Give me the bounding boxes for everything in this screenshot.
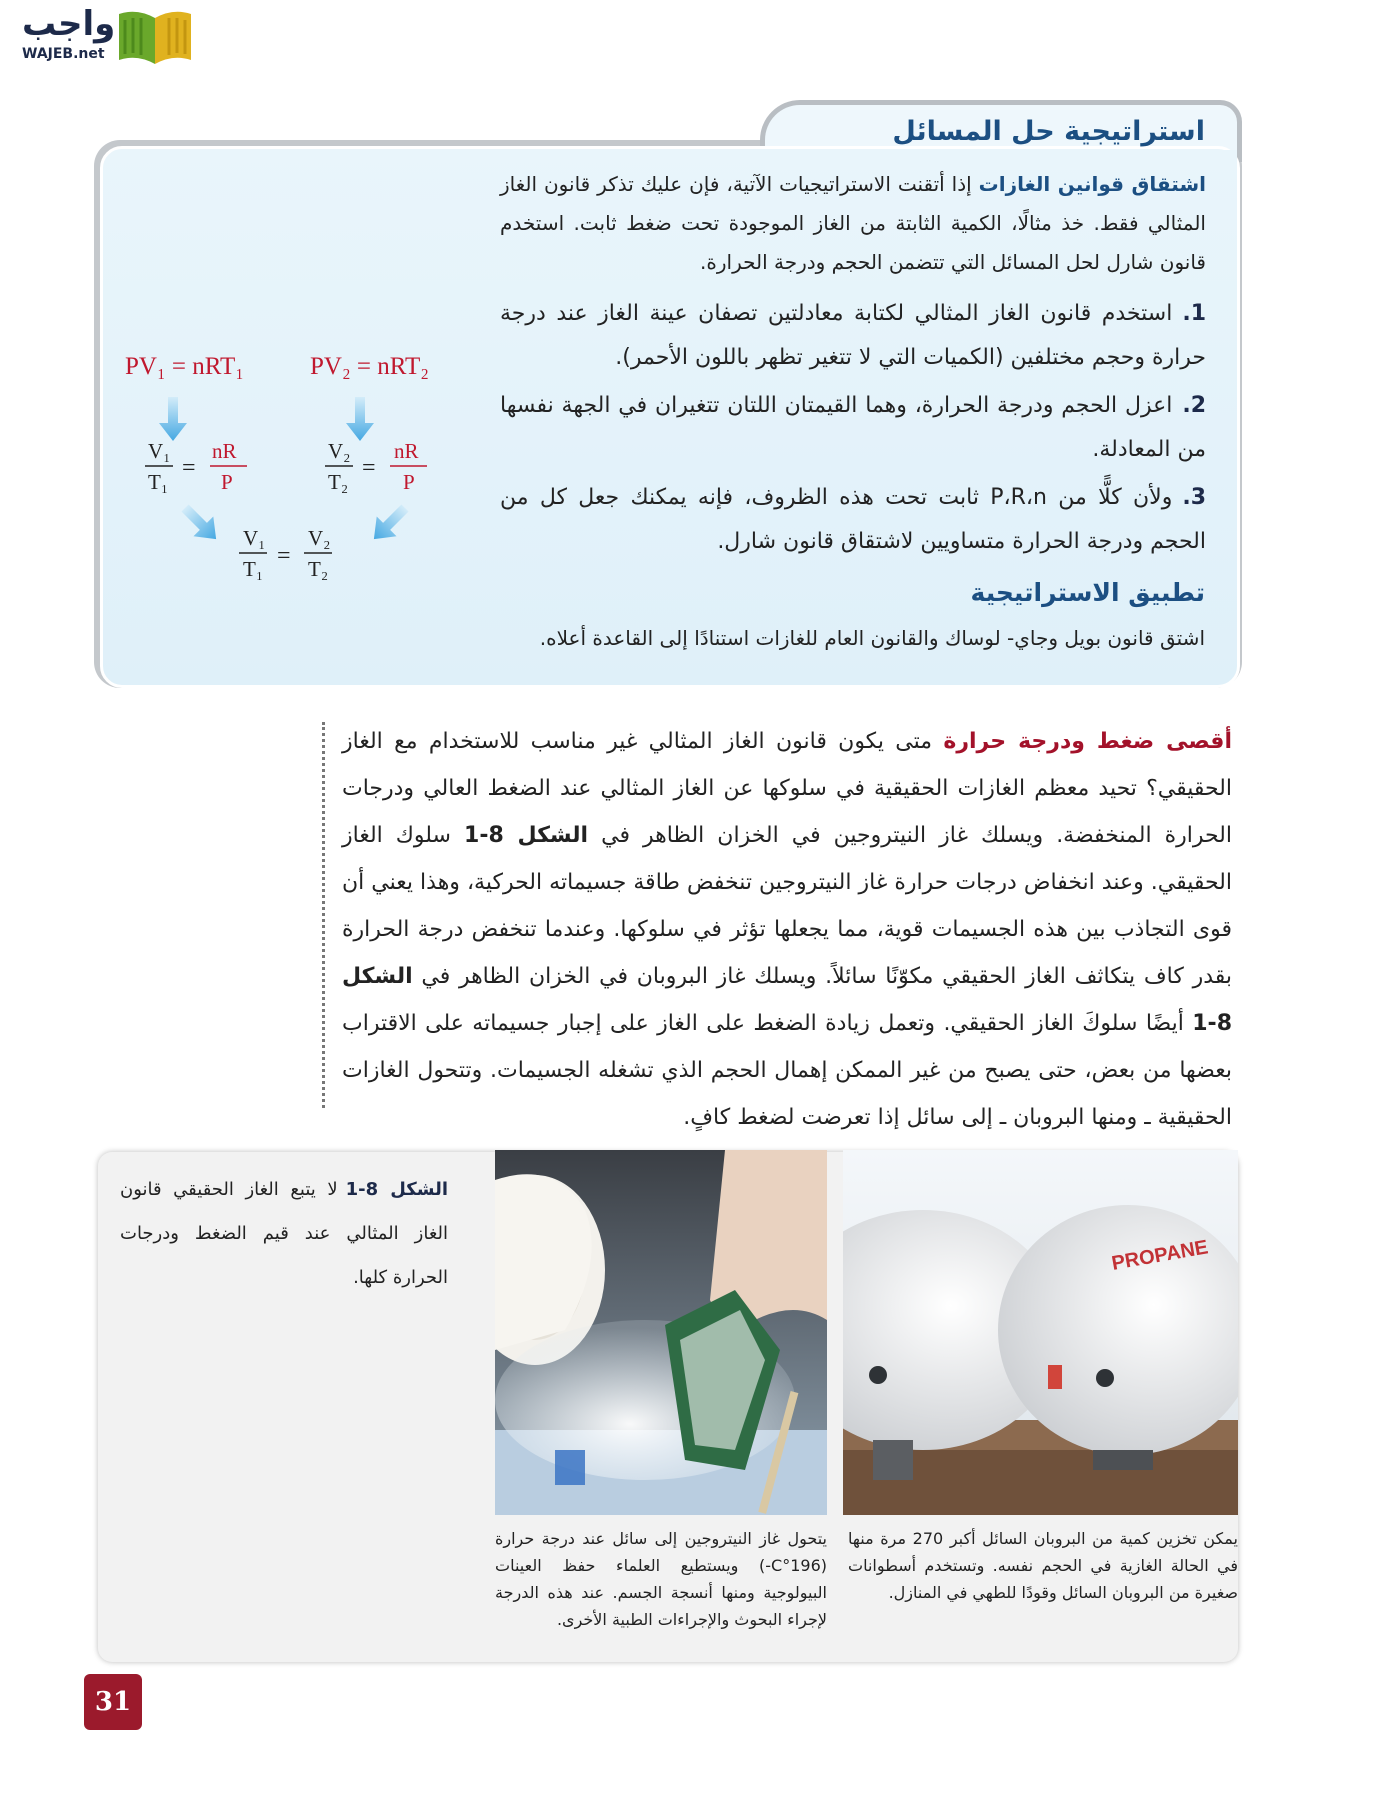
step-text: استخدم قانون الغاز المثالي لكتابة معادلتين تصفان عينة الغاز عند درجة حرارة وحجم مختلفين (الكميات التي لا تتغير تظهر باللون الأحمر). <box>500 301 1206 370</box>
fraction-nR: nR <box>394 439 419 463</box>
intro-text: إذا أتقنت الاستراتيجيات الآتية، فإن عليك تذكر قانون الغاز المثالي فقط. خذ مثالًا، الكمية الثابتة من الغاز الموجودة تحت ضغط ثابت. استخدم قانون شارل لحل المسائل التي تتضمن الحجم ودرجة الحرارة. <box>500 172 1206 274</box>
tank-label: PROPANE <box>1110 1236 1210 1275</box>
apply-strategy-text: اشتق قانون بويل وجاي- لوساك والقانون العام للغازات استنادًا إلى القاعدة أعلاه. <box>539 626 1205 650</box>
logo-arabic: واجب <box>22 4 116 44</box>
strategy-intro <box>500 165 1206 282</box>
step-text: اعزل الحجم ودرجة الحرارة، وهما القيمتان اللتان تتغيران في الجهة نفسها من المعادلة. <box>500 393 1206 462</box>
liquid-nitrogen-photo <box>495 1150 827 1515</box>
down-arrow-icon <box>159 397 187 441</box>
fraction-v2: V₂ <box>328 439 351 463</box>
fraction-P: P <box>221 470 233 494</box>
wajeb-logo[interactable] <box>10 4 200 68</box>
page-number: 31 <box>84 1674 142 1730</box>
logo-english: WAJEB.net <box>22 46 105 62</box>
result-t2: T₂ <box>308 557 329 581</box>
figure-reference[interactable]: الشكل 8-1 <box>342 964 1232 1036</box>
step-number: 2. <box>1182 393 1206 418</box>
intro-bold: اشتقاق قوانين الغازات <box>978 172 1206 196</box>
propane-caption: يمكن تخزين كمية من البروبان السائل أكبر 270 مرة منها في الحالة الغازية في الحجم نفسه. وتستخدم أسطوانات صغيرة من البروبان السائل وقودًا للطهي في المنازل. <box>848 1529 1238 1602</box>
down-arrow-icon <box>346 397 374 441</box>
fraction-t1: T₁ <box>148 470 169 494</box>
fraction-v1: V₁ <box>148 439 171 463</box>
equation-1: PV₁ = nRT₁ <box>125 353 244 380</box>
section-keyword: أقصى ضغط ودرجة حرارة <box>943 729 1232 754</box>
nitrogen-caption: يتحول غاز النيتروجين إلى سائل عند درجة حرارة (196°C-) ويستطيع العلماء حفظ العينات البيولوجية ومنها أنسجة الجسم. عند هذه الدرجة لإجراء البحوث والإجراءات الطبية الأخرى. <box>495 1529 827 1629</box>
book-icon <box>115 6 195 66</box>
fraction-t2: T₂ <box>328 470 349 494</box>
fraction-nR: nR <box>212 439 237 463</box>
result-v2: V₂ <box>308 526 331 550</box>
step-3 <box>500 476 1206 564</box>
step-text: ولأن كلًّا من P،R،n ثابت تحت هذه الظروف، فإنه يمكنك جعل كل من الحجم ودرجة الحرارة متساويين لاشتقاق قانون شارل. <box>500 485 1206 554</box>
svg-text:=: = <box>362 455 376 481</box>
equation-2: PV₂ = nRT₂ <box>310 353 429 380</box>
figure-reference[interactable]: الشكل 8-1 <box>464 823 589 848</box>
figure-caption: الشكل 8-1لا يتبع الغاز الحقيقي قانون الغاز المثالي عند قيم الضغط ودرجات الحرارة كلها. <box>120 1179 449 1288</box>
svg-text:=: = <box>182 455 196 481</box>
figure-label: الشكل 8-1 <box>345 1179 449 1200</box>
apply-strategy-title: تطبيق الاستراتيجية <box>970 578 1205 607</box>
step-2 <box>500 384 1206 472</box>
step-number: 1. <box>1182 301 1206 326</box>
result-t1: T₁ <box>243 557 264 581</box>
charles-law-diagram <box>115 345 475 595</box>
step-number: 3. <box>1182 485 1206 510</box>
body-paragraph: أقصى ضغط ودرجة حرارة متى يكون قانون الغاز المثالي غير مناسب للاستخدام مع الغاز الحقيقي؟ تحيد معظم الغازات الحقيقية في سلوكها عن الغاز المثالي عند الضغط العالي ودرجات الحرارة المنخفضة. ويسلك غاز النيتروجين في الخزان الظاهر في الشكل 8-1 سلوك الغاز الحقيقي. وعند انخفاض درجات حرارة غاز النيتروجين تنخفض طاقة جسيماته الحركية، وهذا يعني أن قوى التجاذب بين هذه الجسيمات قوية، مما يجعلها تؤثر في سلوكها. وعندما تنخفض درجة الحرارة بقدر كاف يتكاثف الغاز الحقيقي مكوّنًا سائلاً. ويسلك غاز البروبان في الخزان الظاهر في الشكل 8-1 أيضًا سلوكَ الغاز الحقيقي. وتعمل زيادة الضغط على الغاز على إجبار جسيماته على الاقتراب بعضها من بعض، حتى يصبح من غير الممكن إهمال الحجم الذي تشغله الجسيمات. وتتحول الغازات الحقيقية ـ ومنها البروبان ـ إلى سائل إذا تعرضت لضغط كافٍ. <box>342 729 1232 1130</box>
result-v1: V₁ <box>243 526 266 550</box>
step-1 <box>500 292 1206 380</box>
fraction-P: P <box>403 470 415 494</box>
strategy-title: استراتيجية حل المسائل <box>892 116 1205 147</box>
diagonal-arrow-icon <box>364 498 415 549</box>
diagonal-arrow-icon <box>175 498 226 549</box>
margin-dotted-line <box>322 722 325 1108</box>
svg-text:=: = <box>277 543 291 569</box>
propane-tanks-photo <box>843 1150 1238 1515</box>
